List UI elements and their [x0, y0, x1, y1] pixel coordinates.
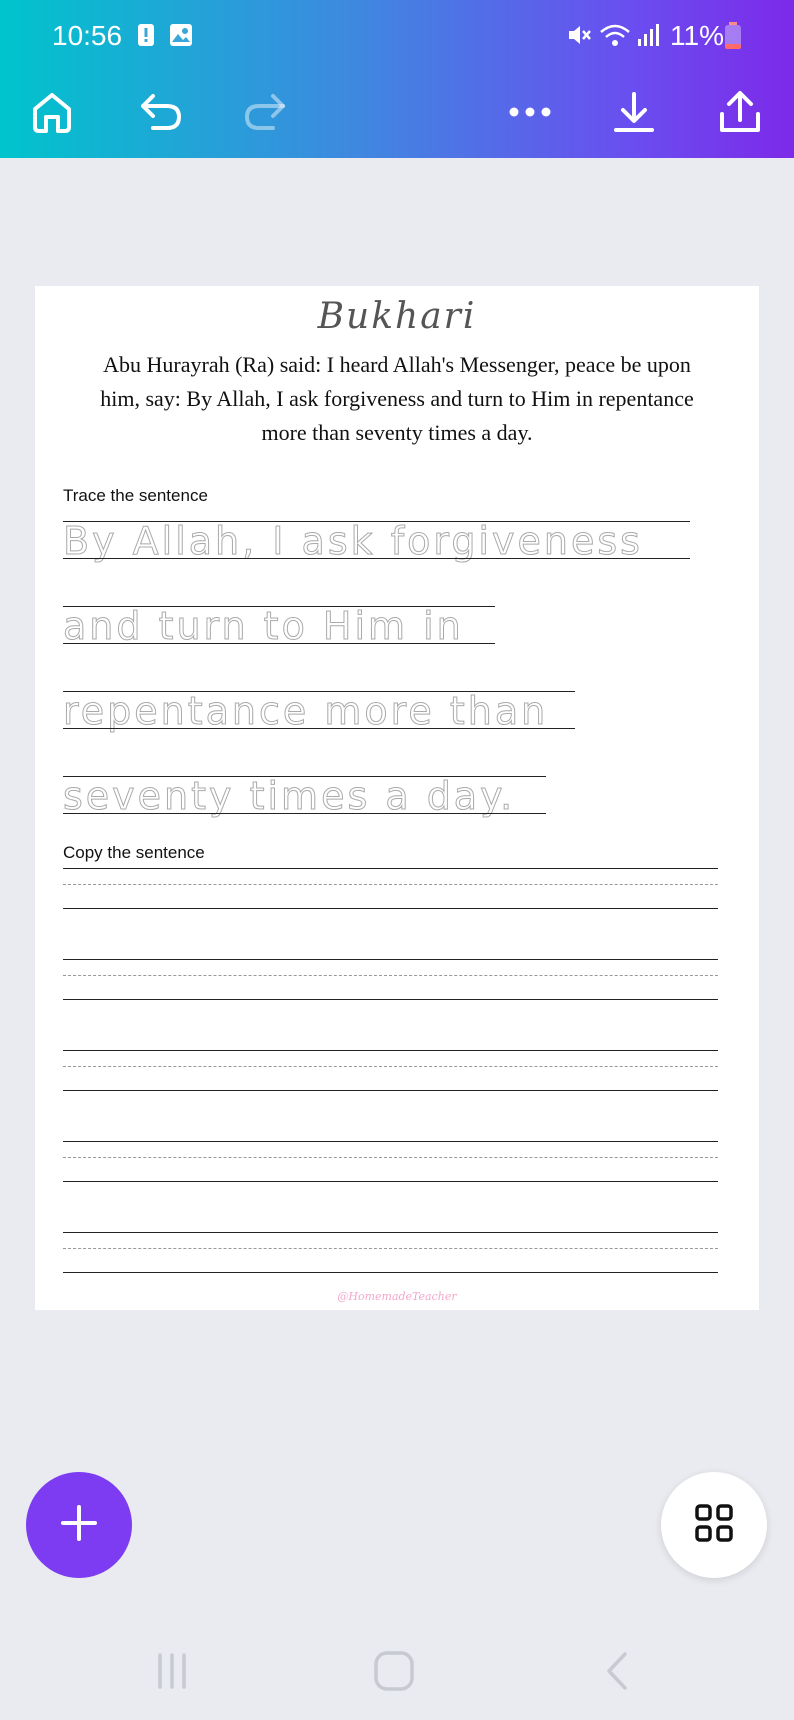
more-icon [507, 105, 553, 124]
home-icon [29, 89, 75, 140]
system-nav-bar [0, 1620, 794, 1720]
share-button[interactable] [710, 84, 770, 144]
recent-apps-button[interactable] [142, 1648, 202, 1698]
trace-text: repentance more than [63, 689, 549, 733]
copy-writing-line [63, 959, 718, 1001]
copy-writing-line [63, 1141, 718, 1183]
wifi-icon [598, 22, 632, 53]
back-button[interactable] [588, 1648, 648, 1698]
grid-icon [694, 1503, 734, 1548]
undo-icon [139, 92, 185, 137]
download-button[interactable] [604, 84, 664, 144]
battery-icon [724, 22, 742, 55]
status-bar [0, 0, 794, 78]
copy-writing-line [63, 868, 718, 910]
battery-alert-icon [136, 22, 156, 53]
mute-icon [566, 22, 592, 53]
trace-section-label: Trace the sentence [63, 486, 208, 505]
redo-icon [241, 92, 287, 137]
add-element-button[interactable] [26, 1472, 132, 1578]
copy-writing-line [63, 1232, 718, 1274]
share-icon [718, 90, 762, 139]
pages-grid-button[interactable] [661, 1472, 767, 1578]
home-nav-button[interactable] [364, 1648, 424, 1698]
worksheet-page[interactable] [35, 286, 759, 1310]
back-icon [603, 1650, 633, 1697]
undo-button[interactable] [132, 84, 192, 144]
copy-section-label: Copy the sentence [63, 843, 205, 862]
hadith-quote: Abu Hurayrah (Ra) said: I heard Allah's Messenger, peace be upon him, say: By Allah, I ask forgiveness and turn to Him in repentance more than seventy times a day. [100, 352, 694, 445]
battery-percent: 11% [670, 20, 724, 51]
trace-text: and turn to Him in [63, 604, 464, 648]
status-time: 10:56 [52, 20, 123, 51]
copy-writing-line [63, 1050, 718, 1092]
signal-icon [636, 22, 662, 53]
home-nav-icon [373, 1650, 415, 1697]
trace-text: By Allah, I ask forgiveness [63, 519, 643, 563]
gallery-icon [168, 22, 194, 53]
watermark: @HomemadeTeacher [337, 1290, 457, 1303]
editor-toolbar [0, 78, 794, 158]
recents-icon [154, 1651, 190, 1696]
more-options-button[interactable] [500, 84, 560, 144]
plus-icon [59, 1503, 99, 1548]
home-button[interactable] [22, 84, 82, 144]
download-icon [612, 90, 656, 139]
page-title: Bukhari [317, 296, 477, 337]
redo-button[interactable] [234, 84, 294, 144]
trace-text: seventy times a day. [63, 774, 516, 818]
app-header [0, 0, 794, 158]
